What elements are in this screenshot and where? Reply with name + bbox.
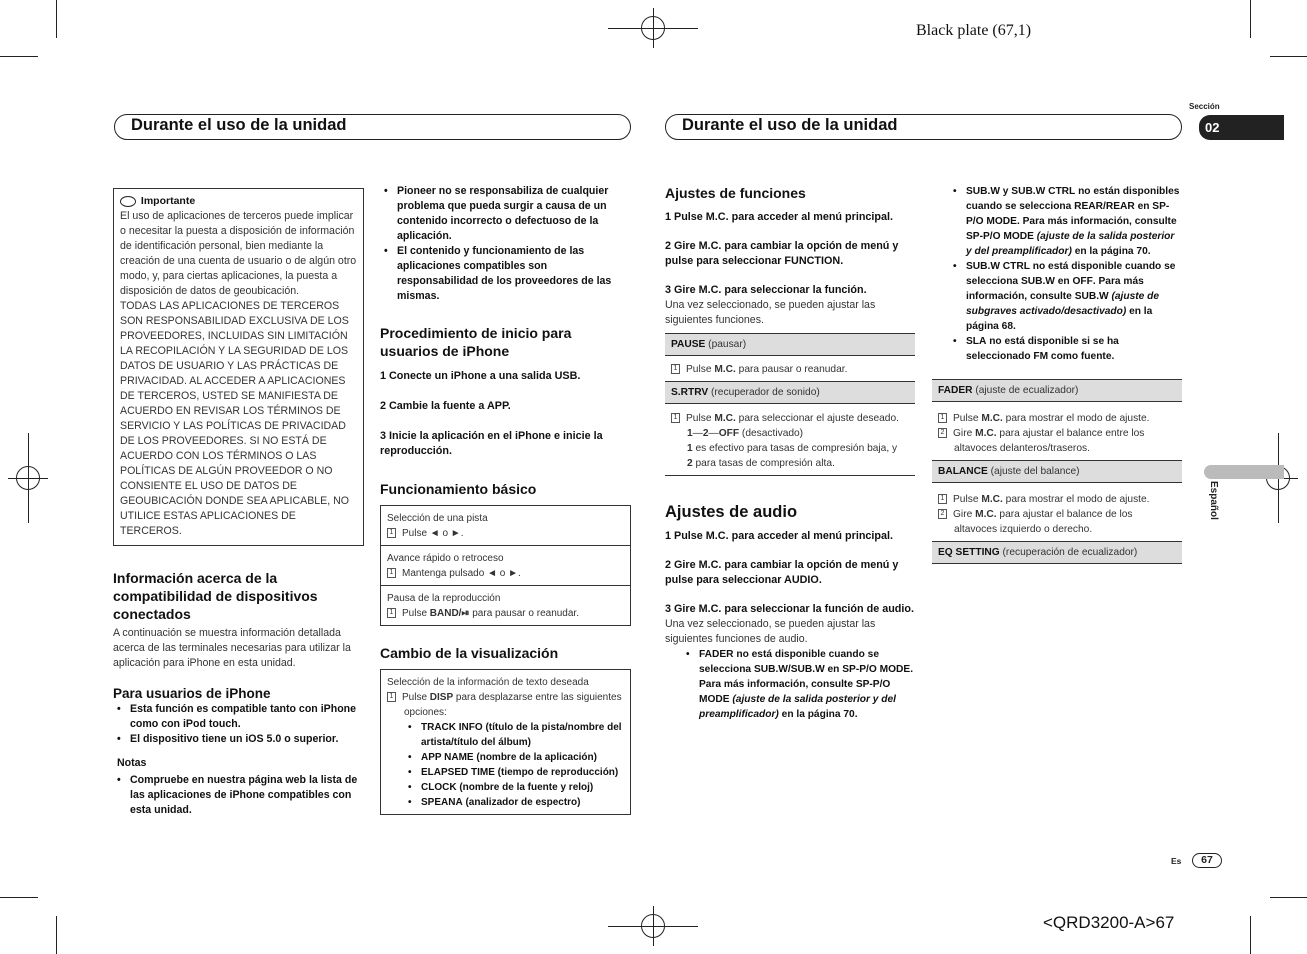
note-text: . Para más información, consulte (699, 664, 914, 690)
sub-notes (932, 184, 1182, 364)
list-item (949, 334, 1182, 364)
option-desc: es efectivo para tasas de compresión baja, y (692, 443, 898, 454)
important-caps: TODAS LAS APLICACIONES DE TERCEROS SON RESPONSABILIDAD EXCLUSIVA DE LOS PROVEEDORES, INCLUIDAS SIN LIMITACIÓN LA RECOPILACIÓN Y LA SEGURIDAD DE LOS DATOS DE USUARIO Y LAS PRÁCTICAS DE PRIVACIDAD. AL ACCEDER A APLICACIONES DE TERCEROS, USTED SE MANIFIESTA DE ACUERDO EN REVISAR LOS TÉRMINOS DE SERVICIO Y LAS POLÍTICAS DE PRIVACIDAD DE LOS PROVEEDORES. SI NO ESTÁ DE ACUERDO CON LOS TÉRMINOS O LAS POLÍTICAS DE ALGÚN PROVEEDOR O NO CONSIENTE EL USO DE DATOS DE GEOUBICACIÓN DONDE SEA APLICABLE, NO UTILICE ESTAS APLICACIONES DE TERCEROS. (120, 300, 350, 537)
option-desc: (nombre de la fuente y reloj) (456, 782, 594, 793)
basic-row-text: Mantenga pulsado ◄ o ►. (402, 568, 521, 579)
option-value: 2 (687, 458, 693, 469)
function-name: SUB.W CTRL (966, 261, 1030, 272)
section-label: Sección (1189, 102, 1220, 111)
option-name: TRACK INFO (421, 722, 483, 733)
display-text: para desplazarse entre las siguientes opciones: (404, 692, 622, 718)
function-name: SUB.W (966, 186, 1000, 197)
crop-mark (1270, 56, 1307, 57)
step-number: 2 (938, 509, 947, 519)
step-number: 1 (387, 692, 396, 702)
page-number: 67 (1192, 853, 1222, 868)
list-item: • Compruebe en nuestra página web la lista de las aplicaciones de iPhone compatibles con esta unidad. (113, 773, 364, 818)
function-name: SP-P/O MODE (966, 201, 1170, 227)
important-heading (120, 194, 357, 209)
audio-heading: Ajustes de audio (665, 503, 798, 521)
audio-after: Una vez seleccionado, se pueden ajustar las siguientes funciones de audio. (665, 618, 876, 645)
basic-row (381, 506, 630, 545)
button-label: M.C. (714, 364, 736, 375)
step-number: 1 (387, 568, 396, 578)
function-name: BALANCE (938, 466, 988, 477)
button-label: M.C. (714, 413, 736, 424)
list-item (404, 720, 624, 750)
button-label: DISP (429, 692, 454, 703)
compat-body: A continuación se muestra información detallada acerca de las terminales necesarias para utilizar la aplicación para iPhone en esta unidad. (113, 627, 351, 669)
pause-header (665, 333, 915, 356)
option-desc: para tasas de compresión alta. (692, 458, 835, 469)
app-bullets (380, 184, 631, 304)
step-text: Pulse (953, 494, 982, 505)
list-item (404, 795, 624, 810)
crop-mark (1270, 897, 1307, 898)
button-label: M.C. (981, 494, 1003, 505)
list-item: • Esta función es compatible tanto con iPhone como con iPod touch. (113, 702, 364, 732)
function-desc: (ajuste de ecualizador) (972, 385, 1079, 396)
button-label: M.C. (975, 428, 997, 439)
procedure-heading: Procedimiento de inicio para usuarios de iPhone (380, 325, 572, 359)
balance-steps (932, 483, 1182, 541)
function-name: SUB.W CTRL (1011, 186, 1076, 197)
basic-row-title: Avance rápido o retroceso (387, 553, 504, 564)
option-value: 1 (687, 428, 693, 439)
registration-circle (641, 914, 665, 938)
step-number: 1 (938, 413, 947, 423)
iphone-heading: Para usuarios de iPhone (113, 686, 271, 701)
list-item (404, 765, 624, 780)
iphone-list (113, 702, 364, 747)
basic-row (381, 545, 630, 585)
document-code: <QRD3200-A>67 (1043, 913, 1175, 932)
step-text: Pulse (686, 364, 715, 375)
option-name: SPEANA (421, 797, 463, 808)
step-text: Gire (953, 428, 976, 439)
option-name: APP NAME (421, 752, 474, 763)
audio-step: 1 Pulse M.C. para acceder al menú principal. (665, 530, 894, 542)
note-text: no están disponibles cuando se selecciona (966, 186, 1180, 212)
list-item: • El dispositivo tiene un iOS 5.0 o superior. (113, 732, 364, 747)
note-text: no está disponible si se ha seleccionado FM como fuente. (966, 336, 1119, 362)
display-options (387, 720, 624, 810)
crop-mark (56, 916, 57, 954)
list-item: • Pioneer no se responsabiliza de cualquier problema que pueda surgir a causa de un contenido incorrecto o defectuoso de la aplicación. (380, 184, 631, 244)
display-table (380, 669, 631, 815)
function-step: 1 Pulse M.C. para acceder al menú principal. (665, 211, 894, 223)
step-text: Gire (953, 509, 976, 520)
note-text: no está disponible cuando se selecciona (966, 261, 1176, 287)
language-label: Español (1208, 481, 1219, 520)
note-text: en (824, 664, 843, 675)
button-label: M.C. (975, 509, 997, 520)
option-value: 1 (687, 443, 693, 454)
function-name: SUB.W (1074, 291, 1109, 302)
column-1 (113, 188, 364, 818)
pause-step (665, 356, 915, 381)
step-number: 1 (387, 528, 396, 538)
srtrv-step (665, 404, 915, 476)
important-box (113, 188, 364, 546)
note-text: en (1134, 201, 1153, 212)
option-value: 2 (702, 428, 709, 439)
function-heading: Ajustes de funciones (665, 185, 806, 201)
crop-mark (1250, 0, 1251, 38)
function-name: S.RTRV (671, 387, 709, 398)
note-text: . Para más información, consulte (1016, 216, 1177, 227)
function-name: REAR/REAR (1074, 201, 1135, 212)
step-text: para mostrar el modo de ajuste. (1002, 494, 1150, 505)
section-banner-left: Durante el uso de la unidad (114, 114, 631, 140)
section-number: 02 (1199, 115, 1284, 140)
function-name: PAUSE (671, 339, 706, 350)
list-item (949, 259, 1182, 334)
basic-table (380, 505, 631, 626)
basic-row-text: Pulse (402, 608, 430, 619)
option-desc: (tiempo de reproducción) (494, 767, 619, 778)
audio-step: 2 Gire M.C. para cambiar la opción de menú y pulse para seleccionar AUDIO. (665, 559, 899, 586)
registration-circle (641, 16, 665, 40)
column-2 (380, 184, 631, 815)
balance-header (932, 460, 1182, 483)
function-name: SUB.W/SUB.W (753, 664, 825, 675)
function-desc: (recuperación de ecualizador) (999, 547, 1138, 558)
separator: — (708, 428, 719, 439)
note-text: en la página 70. (778, 709, 858, 720)
function-name: EQ SETTING (938, 547, 1000, 558)
note-text: en la página 68. (966, 306, 1153, 332)
crop-mark (0, 56, 38, 57)
option-name: CLOCK (421, 782, 457, 793)
note-text: en la página 70. (1071, 246, 1151, 257)
display-row (381, 670, 630, 814)
note-text: . Para más información, consulte (966, 276, 1144, 302)
separator: — (692, 428, 703, 439)
procedure-step: 3 Inicie la aplicación en el iPhone e inicie la reproducción. (380, 430, 603, 457)
basic-row (381, 585, 630, 625)
basic-row-title: Selección de una pista (387, 513, 488, 524)
function-after: Una vez seleccionado, se pueden ajustar las siguientes funciones. (665, 299, 876, 326)
important-title: Importante (140, 195, 196, 207)
function-name: SP-P/O MODE (966, 231, 1034, 242)
step-text: para ajustar el balance entre los altavoces delanteros/traseros. (954, 428, 1145, 454)
note-text: y (999, 186, 1012, 197)
function-name: FADER (699, 649, 734, 660)
list-item (404, 750, 624, 765)
step-text: para mostrar el modo de ajuste. (1002, 413, 1150, 424)
step-text: para ajustar el balance de los altavoces izquierdo o derecho. (954, 509, 1133, 535)
step-text: para seleccionar el ajuste deseado. (735, 413, 899, 424)
column-3 (665, 184, 915, 722)
page-language: Es (1171, 856, 1182, 866)
crop-mark (0, 897, 38, 898)
srtrv-header (665, 381, 915, 404)
compat-heading: Información acerca de la compatibilidad de dispositivos conectados (113, 570, 318, 622)
list-item (682, 647, 915, 722)
warning-icon (120, 196, 136, 207)
step-number: 1 (387, 608, 396, 618)
function-name: SP-P/O MODE (699, 679, 891, 705)
function-desc: (pausar) (705, 339, 747, 350)
fader-steps (932, 402, 1182, 460)
audio-step: 3 Gire M.C. para seleccionar la función de audio. (665, 603, 914, 615)
important-body: El uso de aplicaciones de terceros puede implicar o necesitar la puesta a disposición de información de identificación personal, bien mediante la creación de una cuenta de usuario o de algún otro modo, y, para ciertas aplicaciones, la puesta a disposición de datos de geoubicación. (120, 210, 357, 297)
step-number: 2 (938, 428, 947, 438)
function-desc: (recuperador de sonido) (708, 387, 820, 398)
step-number: 1 (938, 494, 947, 504)
display-row-title: Selección de la información de texto deseada (387, 677, 589, 688)
column-4 (932, 184, 1182, 564)
list-item: • El contenido y funcionamiento de las aplicaciones compatibles son responsabilidad de los proveedores de las mismas. (380, 244, 631, 304)
function-name: OFF (1072, 276, 1093, 287)
option-desc: (desactivado) (739, 428, 804, 439)
note-text: en (1054, 276, 1073, 287)
function-name: SLA (966, 336, 987, 347)
function-step: 3 Gire M.C. para seleccionar la función. (665, 284, 867, 296)
button-label: M.C. (981, 413, 1003, 424)
eq-header (932, 541, 1182, 564)
list-item (404, 780, 624, 795)
basic-row-text: Pulse ◄ o ►. (402, 528, 464, 539)
registration-circle (16, 466, 40, 490)
notes-list (113, 773, 364, 818)
plate-label: Black plate (67,1) (916, 22, 1032, 39)
function-step: 2 Gire M.C. para cambiar la opción de menú y pulse para seleccionar FUNCTION. (665, 240, 899, 267)
procedure-step: 1 Conecte un iPhone a una salida USB. (380, 370, 581, 382)
function-name: FADER (938, 385, 973, 396)
basic-heading: Funcionamiento básico (380, 481, 537, 497)
step-text: Pulse (686, 413, 715, 424)
note-text: no está disponible cuando se selecciona (699, 649, 880, 675)
option-value: OFF (718, 428, 740, 439)
note-italic: (ajuste de subgraves activado/desactivado) (966, 291, 1160, 317)
note-italic: (ajuste de la salida posterior y del preamplificador) (966, 231, 1175, 257)
display-heading: Cambio de la visualización (380, 645, 559, 661)
function-desc: (ajuste del balance) (987, 466, 1080, 477)
audio-notes (665, 647, 915, 722)
step-number: 1 (671, 364, 680, 374)
step-text: para pausar o reanudar. (735, 364, 848, 375)
option-desc: (analizador de espectro) (462, 797, 581, 808)
function-name: SP-P/O MODE (842, 664, 911, 675)
basic-row-text: para pausar o reanudar. (469, 608, 579, 619)
crop-mark (56, 0, 57, 38)
language-tab (1204, 465, 1284, 479)
display-text: Pulse (402, 692, 430, 703)
basic-row-title: Pausa de la reproducción (387, 593, 501, 604)
notes-heading: Notas (117, 757, 147, 769)
option-desc: (título de la pista/nombre del artista/título del álbum) (421, 722, 622, 748)
fader-header (932, 379, 1182, 402)
button-label: BAND/⏯ (429, 608, 470, 619)
crop-mark (1250, 916, 1251, 954)
option-name: ELAPSED TIME (421, 767, 495, 778)
step-number: 1 (671, 413, 680, 423)
option-desc: (nombre de la aplicación) (473, 752, 597, 763)
section-banner-right: Durante el uso de la unidad (665, 114, 1182, 140)
list-item (949, 184, 1182, 259)
note-italic: (ajuste de la salida posterior y del preamplificador) (699, 694, 897, 720)
function-name: SUB.W (1020, 276, 1055, 287)
step-text: Pulse (953, 413, 982, 424)
procedure-step: 2 Cambie la fuente a APP. (380, 400, 511, 412)
